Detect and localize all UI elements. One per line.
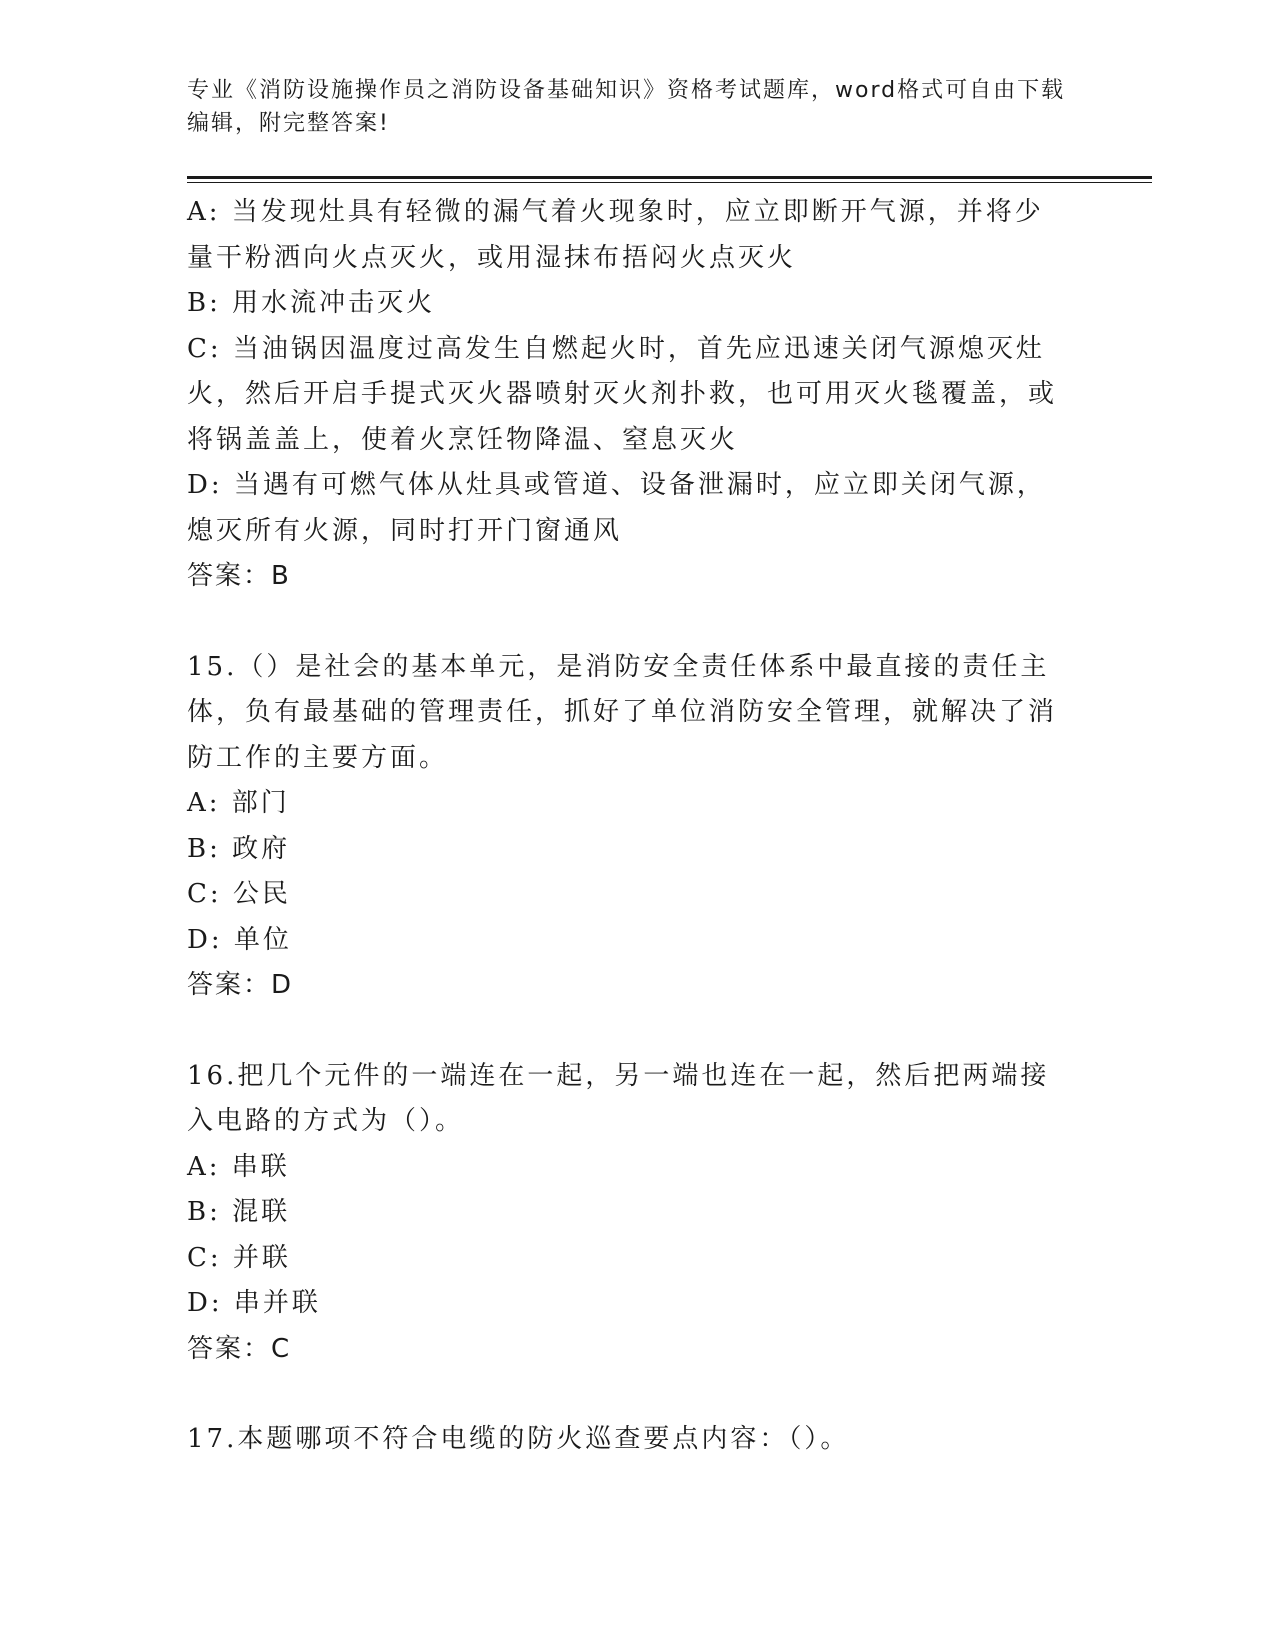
question-16 [187,1054,1067,1373]
option-b: B: 用水流冲击灭火 [187,288,436,318]
answer: 答案：D [187,970,294,1000]
question-stem: 16.把几个元件的一端连在一起，另一端也连在一起，然后把两端接入电路的方式为（）。 [187,1060,1050,1136]
question-14 [187,190,1067,600]
header-divider-thick [187,176,1152,179]
question-list [187,190,1067,1463]
option-a: A: 当发现灶具有轻微的漏气着火现象时，应立即断开气源，并将少量干粉洒向火点灭火，或用湿抹布捂闷火点灭火 [187,197,1044,273]
answer: 答案：B [187,561,291,591]
option-d: D: 单位 [187,924,292,955]
question-stem: 17.本题哪项不符合电缆的防火巡查要点内容：（）。 [187,1424,850,1454]
option-c: C: 公民 [187,879,291,909]
question-stem: 15.（）是社会的基本单元，是消防安全责任体系中最直接的责任主体，负有最基础的管理责任，抓好了单位消防安全管理，就解决了消防工作的主要方面。 [187,651,1058,773]
answer: 答案：C [187,1333,292,1364]
option-a: A: 串联 [187,1151,290,1182]
option-a: A: 部门 [187,788,290,818]
option-c: C: 并联 [187,1242,291,1273]
question-17 [187,1417,1067,1463]
header-divider-thin [187,182,1152,183]
option-d: D: 当遇有可燃气体从灶具或管道、设备泄漏时，应立即关闭气源，熄灭所有火源，同时打开门窗通风 [187,470,1046,546]
document-header: 专业《消防设施操作员之消防设备基础知识》资格考试题库，word格式可自由下载编辑，附完整答案! [187,78,1066,136]
option-c: C: 当油锅因温度过高发生自燃起火时，首先应迅速关闭气源熄灭灶火，然后开启手提式灭火器喷射灭火剂扑救，也可用灭火毯覆盖，或将锅盖盖上，使着火烹饪物降温、窒息灭火 [187,333,1058,455]
question-15 [187,645,1067,1009]
option-b: B: 政府 [187,833,291,864]
option-b: B: 混联 [187,1197,291,1227]
option-d: D: 串并联 [187,1288,321,1318]
